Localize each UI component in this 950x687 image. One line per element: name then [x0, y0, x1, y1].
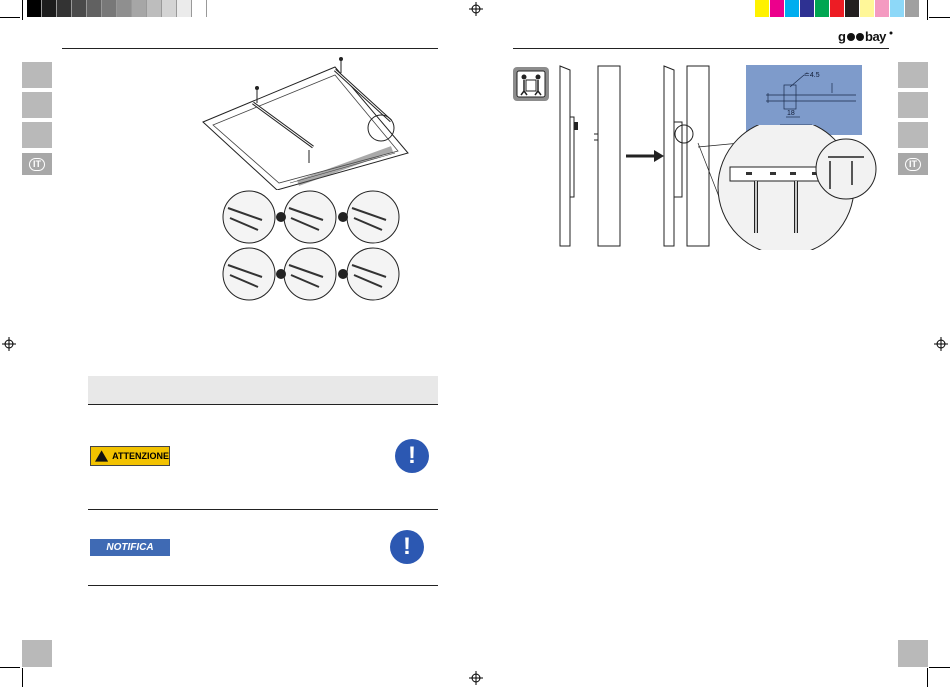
trim-mark	[927, 668, 928, 687]
gray-swatch	[117, 0, 132, 17]
language-tab-blank	[898, 62, 928, 88]
language-tab-label: IT	[905, 158, 921, 171]
trim-mark	[0, 17, 20, 18]
color-swatch	[890, 0, 905, 17]
gray-swatch	[147, 0, 162, 17]
hole-diameter-label: ≐4.5	[804, 72, 820, 79]
language-tab-it	[898, 153, 928, 175]
table-row-divider	[88, 509, 438, 510]
trim-mark	[0, 667, 20, 668]
svg-text:g: g	[838, 29, 846, 44]
notice-label: NOTIFICA	[106, 542, 154, 553]
color-swatch	[830, 0, 845, 17]
gray-swatch	[72, 0, 87, 17]
page-number-box	[898, 640, 928, 667]
gray-swatch	[102, 0, 117, 17]
screw-detail-steps-illustration	[222, 190, 407, 302]
attention-label: ATTENZIONE	[112, 451, 169, 461]
bracket-zoom-illustration	[680, 125, 880, 250]
exclamation-circle-icon	[390, 530, 424, 564]
color-swatch	[905, 0, 920, 17]
attention-badge	[90, 446, 170, 466]
registration-mark-icon	[469, 2, 483, 16]
color-swatch	[815, 0, 830, 17]
language-tab-label: IT	[29, 158, 45, 171]
color-swatch	[755, 0, 770, 17]
registration-mark-icon	[2, 337, 16, 351]
color-swatch	[770, 0, 785, 17]
color-swatch	[875, 0, 890, 17]
notice-table-header	[88, 376, 438, 405]
language-tab-blank	[22, 122, 52, 148]
table-row-divider	[88, 585, 438, 586]
notice-badge	[90, 539, 170, 556]
dimension-a-label: 18	[787, 110, 795, 117]
two-person-lift-icon	[513, 67, 549, 101]
gray-swatch	[27, 0, 42, 17]
gray-swatch	[162, 0, 177, 17]
gray-swatch	[42, 0, 57, 17]
gray-swatch	[192, 0, 207, 17]
color-swatch	[785, 0, 800, 17]
grayscale-calibration-bar	[27, 0, 207, 17]
info-icon-glyph: !	[403, 533, 411, 560]
page-number-box	[22, 640, 52, 667]
trim-mark	[22, 668, 23, 687]
tv-bracket-assembly-illustration	[195, 55, 410, 190]
warning-triangle-icon	[95, 450, 108, 462]
color-swatch	[845, 0, 860, 17]
gray-swatch	[87, 0, 102, 17]
trim-mark	[22, 0, 23, 20]
gray-swatch	[132, 0, 147, 17]
language-tab-blank	[898, 122, 928, 148]
left-header-rule	[62, 48, 438, 49]
goobay-logo	[838, 29, 894, 49]
language-tab-it	[22, 153, 52, 175]
right-header-rule	[513, 48, 889, 49]
language-tab-blank	[22, 92, 52, 118]
language-tab-blank	[898, 92, 928, 118]
language-tab-blank	[22, 62, 52, 88]
color-swatch	[860, 0, 875, 17]
svg-text:bay: bay	[865, 29, 886, 44]
color-swatch	[800, 0, 815, 17]
trim-mark	[929, 17, 950, 18]
registration-mark-icon	[469, 671, 483, 685]
trim-mark	[927, 0, 928, 20]
gray-swatch	[57, 0, 72, 17]
exclamation-circle-icon	[395, 439, 429, 473]
color-calibration-bar	[755, 0, 920, 17]
registration-mark-icon	[934, 337, 948, 351]
trim-mark	[929, 667, 950, 668]
gray-swatch	[177, 0, 192, 17]
info-icon-glyph: !	[408, 442, 416, 469]
